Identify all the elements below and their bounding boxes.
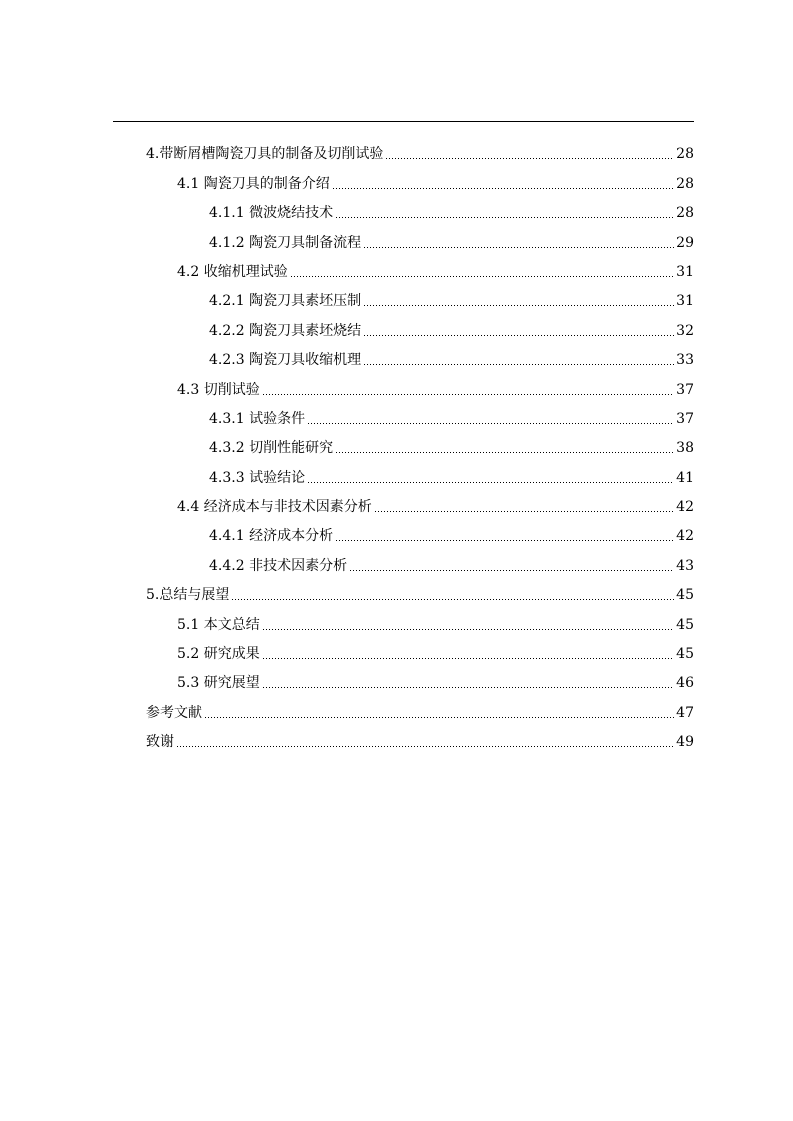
toc-entry[interactable] xyxy=(0,696,793,725)
toc-entry-title: 4.2 收缩机理试验 xyxy=(177,263,288,280)
toc-entry-title: 5.1 本文总结 xyxy=(177,616,260,633)
toc-dot-leader xyxy=(363,335,674,336)
toc-dot-leader xyxy=(231,599,674,600)
toc-entry-page-number: 49 xyxy=(676,734,694,751)
toc-entry[interactable] xyxy=(0,549,793,578)
toc-dot-leader xyxy=(363,305,674,306)
toc-dot-leader xyxy=(262,394,674,395)
toc-dot-leader xyxy=(262,658,674,659)
toc-entry[interactable] xyxy=(0,256,793,285)
toc-entry-page-number: 41 xyxy=(676,469,694,486)
toc-dot-leader xyxy=(290,276,674,277)
toc-entry-page-number: 46 xyxy=(676,675,694,692)
toc-dot-leader xyxy=(176,746,674,747)
toc-entry[interactable] xyxy=(0,344,793,373)
toc-entry-title: 4.3 切削试验 xyxy=(177,381,260,398)
toc-entry-page-number: 45 xyxy=(676,616,694,633)
toc-entry-title: 4.3.1 试验条件 xyxy=(209,410,306,427)
toc-entry-page-number: 28 xyxy=(676,175,694,192)
toc-dot-leader xyxy=(363,364,674,365)
toc-entry-title: 5.3 研究展望 xyxy=(177,675,260,692)
toc-entry-page-number: 42 xyxy=(676,499,694,516)
table-of-contents xyxy=(0,138,793,755)
toc-entry-page-number: 28 xyxy=(676,146,694,163)
toc-entry-title: 4.1.1 微波烧结技术 xyxy=(209,205,334,222)
toc-entry-page-number: 32 xyxy=(676,322,694,339)
toc-entry-title: 5.总结与展望 xyxy=(146,587,230,604)
toc-entry-page-number: 47 xyxy=(676,704,694,721)
toc-entry-page-number: 45 xyxy=(676,587,694,604)
toc-entry-title: 4.1.2 陶瓷刀具制备流程 xyxy=(209,234,362,251)
toc-entry[interactable] xyxy=(0,138,793,167)
toc-entry-page-number: 38 xyxy=(676,440,694,457)
toc-entry-title: 4.3.3 试验结论 xyxy=(209,469,306,486)
toc-entry[interactable] xyxy=(0,197,793,226)
toc-entry[interactable] xyxy=(0,579,793,608)
toc-entry-page-number: 37 xyxy=(676,381,694,398)
toc-entry[interactable] xyxy=(0,491,793,520)
toc-entry[interactable] xyxy=(0,373,793,402)
toc-dot-leader xyxy=(385,158,674,159)
toc-entry-title: 4.2.2 陶瓷刀具素坯烧结 xyxy=(209,322,362,339)
toc-entry[interactable] xyxy=(0,726,793,755)
toc-entry[interactable] xyxy=(0,638,793,667)
toc-entry[interactable] xyxy=(0,608,793,637)
toc-entry-title: 4.3.2 切削性能研究 xyxy=(209,440,334,457)
toc-entry[interactable] xyxy=(0,461,793,490)
toc-entry-page-number: 28 xyxy=(676,205,694,222)
toc-entry-page-number: 45 xyxy=(676,646,694,663)
toc-entry[interactable] xyxy=(0,285,793,314)
toc-entry-title: 致谢 xyxy=(146,734,174,751)
toc-entry-title: 4.2.3 陶瓷刀具收缩机理 xyxy=(209,352,362,369)
toc-entry-page-number: 33 xyxy=(676,352,694,369)
toc-dot-leader xyxy=(349,570,674,571)
toc-dot-leader xyxy=(332,188,674,189)
toc-dot-leader xyxy=(307,423,674,424)
toc-entry-title: 参考文献 xyxy=(146,704,202,721)
toc-dot-leader xyxy=(335,452,674,453)
toc-entry-page-number: 31 xyxy=(676,293,694,310)
toc-entry[interactable] xyxy=(0,520,793,549)
toc-entry-title: 5.2 研究成果 xyxy=(177,646,260,663)
toc-entry-page-number: 37 xyxy=(676,410,694,427)
toc-entry-title: 4.1 陶瓷刀具的制备介绍 xyxy=(177,175,330,192)
toc-entry-page-number: 43 xyxy=(676,557,694,574)
toc-dot-leader xyxy=(307,482,674,483)
toc-entry-title: 4.4 经济成本与非技术因素分析 xyxy=(177,499,372,516)
header-rule xyxy=(113,121,694,122)
toc-entry-page-number: 42 xyxy=(676,528,694,545)
toc-dot-leader xyxy=(262,629,674,630)
toc-entry[interactable] xyxy=(0,403,793,432)
toc-dot-leader xyxy=(335,540,674,541)
toc-entry-page-number: 29 xyxy=(676,234,694,251)
toc-entry-title: 4.带断屑槽陶瓷刀具的制备及切削试验 xyxy=(146,146,384,163)
toc-entry-page-number: 31 xyxy=(676,263,694,280)
toc-dot-leader xyxy=(363,247,674,248)
toc-entry-title: 4.4.1 经济成本分析 xyxy=(209,528,334,545)
toc-dot-leader xyxy=(204,717,674,718)
toc-entry[interactable] xyxy=(0,667,793,696)
toc-entry[interactable] xyxy=(0,432,793,461)
toc-entry-title: 4.2.1 陶瓷刀具素坯压制 xyxy=(209,293,362,310)
toc-dot-leader xyxy=(262,687,674,688)
toc-entry[interactable] xyxy=(0,226,793,255)
toc-dot-leader xyxy=(374,511,674,512)
toc-entry[interactable] xyxy=(0,167,793,196)
toc-entry[interactable] xyxy=(0,314,793,343)
toc-dot-leader xyxy=(335,217,674,218)
toc-entry-title: 4.4.2 非技术因素分析 xyxy=(209,557,348,574)
